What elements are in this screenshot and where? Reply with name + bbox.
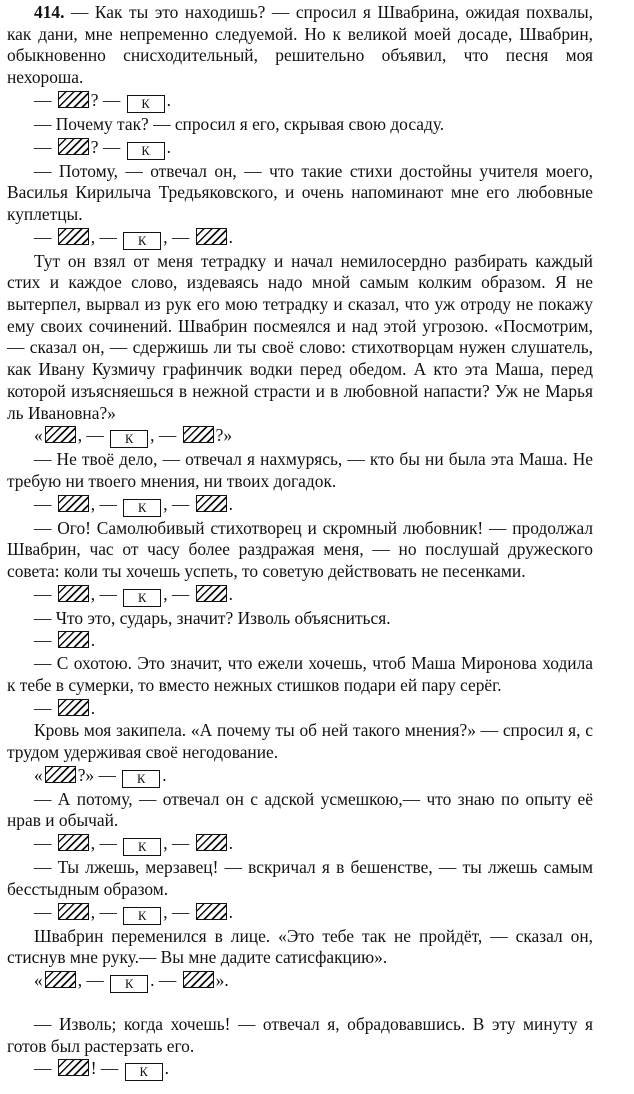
scheme-4 bbox=[7, 425, 593, 448]
scheme-13 bbox=[7, 1058, 593, 1081]
scheme-7 bbox=[7, 630, 593, 652]
direct-speech-box bbox=[58, 585, 89, 602]
punct: . bbox=[90, 697, 96, 718]
punct: , — bbox=[163, 226, 190, 247]
direct-speech-box bbox=[58, 1059, 89, 1076]
scheme-8 bbox=[7, 698, 593, 720]
punct: ». bbox=[215, 969, 229, 990]
punct: ?» bbox=[215, 425, 233, 446]
direct-speech-box bbox=[196, 585, 227, 602]
direct-speech-box bbox=[58, 834, 89, 851]
author-words-box: К bbox=[123, 907, 161, 925]
punct: , — bbox=[163, 901, 190, 922]
punct: . bbox=[90, 630, 96, 651]
paragraph: — А потому, — отвечал он с адской усмешкою,— что знаю по опыту её нрав и обычай. bbox=[7, 788, 593, 831]
author-words-box: К bbox=[127, 142, 165, 160]
paragraph: — Ого! Самолюбивый стихотворец и скромный любовник! — продолжал Швабрин, час от часу более раздражая меня, — но послушай дружеского совета: коли ты хочешь успеть, то советую действовать не песенками. bbox=[7, 517, 593, 582]
punct: — bbox=[34, 833, 52, 854]
punct: — bbox=[34, 1058, 52, 1079]
direct-speech-box bbox=[196, 228, 227, 245]
author-words-box: К bbox=[127, 95, 165, 113]
punct: — bbox=[34, 226, 52, 247]
paragraph: Швабрин переменился в лице. «Это тебе так не пройдёт, — сказал он, стиснув мне руку.— Вы мне дадите сатисфакцию». bbox=[7, 925, 593, 968]
spacer bbox=[7, 994, 593, 1014]
exercise-intro bbox=[7, 2, 593, 89]
punct: . bbox=[228, 493, 234, 514]
scheme-2 bbox=[7, 137, 593, 160]
punct: ? — bbox=[90, 136, 121, 157]
scheme-12 bbox=[7, 970, 593, 993]
direct-speech-box bbox=[58, 495, 89, 512]
punct: , — bbox=[150, 425, 177, 446]
direct-speech-box bbox=[196, 495, 227, 512]
punct: , — bbox=[90, 226, 117, 247]
scheme-1 bbox=[7, 90, 593, 113]
punct: . bbox=[228, 833, 234, 854]
punct: . bbox=[166, 136, 171, 157]
exercise-number: 414. bbox=[34, 2, 65, 22]
punct: , — bbox=[163, 583, 190, 604]
direct-speech-box bbox=[58, 699, 89, 716]
punct: , — bbox=[90, 493, 117, 514]
punct: . bbox=[228, 226, 234, 247]
punct: . bbox=[164, 1058, 169, 1079]
direct-speech-box bbox=[183, 971, 214, 988]
scheme-5 bbox=[7, 494, 593, 517]
punct: — bbox=[34, 136, 52, 157]
punct: ? — bbox=[90, 89, 121, 110]
paragraph: Кровь моя закипела. «А почему ты об ней такого мнения?» — спросил я, с трудом удерживая своё негодование. bbox=[7, 720, 593, 762]
punct: ?» — bbox=[77, 764, 116, 785]
paragraph: — Потому, — отвечал он, — что такие стихи достойны учителя моего, Василья Кирилыча Тредьяковского, и очень напоминают мне его любовные куплетцы. bbox=[7, 160, 593, 224]
punct: « bbox=[34, 969, 43, 990]
paragraph: — Изволь; когда хочешь! — отвечал я, обрадовавшись. В эту минуту я готов был растерзать его. bbox=[7, 1013, 593, 1056]
punct: . bbox=[150, 969, 155, 990]
direct-speech-box bbox=[58, 138, 89, 155]
punct: « bbox=[34, 764, 43, 785]
direct-speech-box bbox=[196, 903, 227, 920]
author-words-box: К bbox=[123, 589, 161, 607]
punct: , — bbox=[90, 901, 117, 922]
direct-speech-box bbox=[58, 903, 89, 920]
punct: ! — bbox=[90, 1058, 119, 1079]
punct: « bbox=[34, 425, 43, 446]
author-words-box: К bbox=[123, 232, 161, 250]
punct: — bbox=[34, 89, 52, 110]
direct-speech-box bbox=[58, 91, 89, 108]
direct-speech-box bbox=[196, 834, 227, 851]
punct: — bbox=[158, 969, 177, 990]
paragraph: — Почему так? — спросил я его, скрывая свою досаду. bbox=[34, 113, 445, 134]
author-words-box: К bbox=[110, 975, 148, 993]
paragraph: Тут он взял от меня тетрадку и начал немилосердно разбирать каждый стих и каждое слово, издеваясь надо мной самым колким образом. Я не вытерпел, вырвал из рук его мою тетрадку и сказал, что уж отроду не покажу ему своих сочинений. Швабрин посмеялся и над этой угрозою. «Посмотрим, — сказал он, — сдержишь ли ты своё слово: стихотворцам нужен слушатель, как Ивану Кузмичу графинчик водки перед обедом. А кто эта Маша, перед которой изъясняешься в нежной страсти и в любовной напасти? Уж не Марья ль Ивановна?» bbox=[7, 250, 593, 423]
author-words-box: К bbox=[122, 770, 160, 788]
punct: . bbox=[228, 901, 234, 922]
direct-speech-box bbox=[45, 766, 76, 783]
punct: — bbox=[34, 901, 52, 922]
direct-speech-box bbox=[183, 426, 214, 443]
punct: . bbox=[166, 89, 171, 110]
punct: , — bbox=[90, 583, 117, 604]
punct: , — bbox=[77, 969, 104, 990]
punct: — bbox=[34, 493, 52, 514]
scheme-9 bbox=[7, 765, 593, 788]
punct: , — bbox=[90, 833, 117, 854]
punct: , — bbox=[163, 833, 190, 854]
punct: . bbox=[162, 764, 167, 785]
punct: , — bbox=[163, 493, 190, 514]
exercise-page bbox=[7, 2, 593, 1082]
scheme-3 bbox=[7, 227, 593, 250]
intro-text: — Как ты это находишь? — спросил я Швабрина, ожидая похвалы, как дани, мне непременно следуемой. Но к великой моей досаде, Швабрин, обыкновенно снисходительный, решительно объявил, что песня моя нехороша. bbox=[7, 2, 593, 88]
punct: , — bbox=[77, 425, 104, 446]
punct: — bbox=[34, 630, 52, 651]
punct: . bbox=[228, 583, 234, 604]
direct-speech-box bbox=[58, 228, 89, 245]
punct: — bbox=[34, 697, 52, 718]
direct-speech-box bbox=[45, 426, 76, 443]
paragraph: — Ты лжешь, мерзавец! — вскричал я в бешенстве, — ты лжешь самым бесстыдным образом. bbox=[7, 857, 593, 899]
author-words-box: К bbox=[110, 430, 148, 448]
paragraph: — Что это, сударь, значит? Изволь объясниться. bbox=[34, 607, 391, 628]
scheme-11 bbox=[7, 902, 593, 925]
author-words-box: К bbox=[125, 1063, 163, 1081]
punct: — bbox=[34, 583, 52, 604]
author-words-box: К bbox=[123, 499, 161, 517]
scheme-10 bbox=[7, 833, 593, 856]
direct-speech-box bbox=[58, 631, 89, 648]
scheme-6 bbox=[7, 584, 593, 607]
direct-speech-box bbox=[45, 971, 76, 988]
paragraph: — С охотою. Это значит, что ежели хочешь, чтоб Маша Миронова ходила к тебе в сумерки, то вместо нежных стишков подари ей пару серёг. bbox=[7, 653, 593, 695]
author-words-box: К bbox=[123, 838, 161, 856]
paragraph: — Не твоё дело, — отвечал я нахмурясь, — кто бы ни была эта Маша. Не требую ни твоего мнения, ни твоих догадок. bbox=[7, 449, 593, 491]
